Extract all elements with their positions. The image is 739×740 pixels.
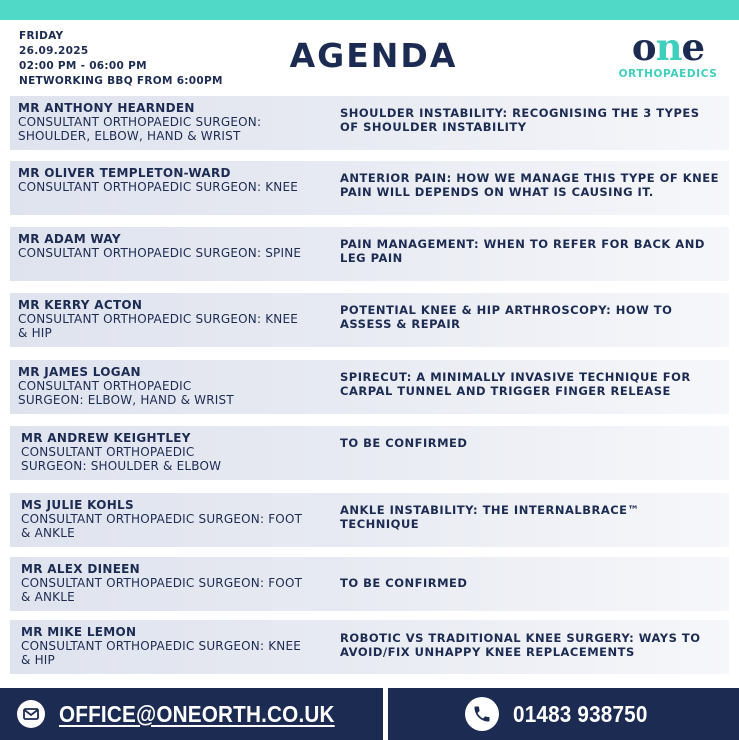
- speaker-name: MR MIKE LEMON: [21, 625, 137, 639]
- talk-title: TO BE CONFIRMED: [340, 436, 468, 450]
- speaker-role: CONSULTANT ORTHOPAEDIC SURGEON: KNEE: [18, 180, 299, 194]
- agenda-row: [10, 293, 729, 347]
- talk-title: POTENTIAL KNEE & HIP ARTHROSCOPY: HOW TO ASSESS & REPAIR: [340, 303, 673, 331]
- talk-title: ANTERIOR PAIN: HOW WE MANAGE THIS TYPE OF KNEE PAIN WILL DEPENDS ON WHAT IS CAUSING IT.: [340, 171, 719, 199]
- speaker: [21, 562, 307, 604]
- agenda-row: [10, 360, 729, 414]
- logo-letter-n: n: [655, 25, 682, 69]
- speaker-name: MR KERRY ACTON: [18, 298, 143, 312]
- agenda-row: [10, 161, 729, 215]
- speaker: [21, 625, 307, 667]
- speaker-name: MR OLIVER TEMPLETON-WARD: [18, 166, 231, 180]
- email-link[interactable]: OFFICE@ONEORTH.CO.UK: [59, 700, 335, 727]
- event-networking: NETWORKING BBQ FROM 6:00PM: [19, 75, 223, 87]
- one-orthopaedics-logo: [612, 25, 724, 80]
- speaker: [21, 431, 261, 473]
- speaker: [18, 298, 304, 340]
- speaker-role: CONSULTANT ORTHOPAEDIC SURGEON: SHOULDER & ELBOW: [21, 445, 222, 473]
- contact-footer: [0, 688, 739, 740]
- agenda-row: [10, 426, 729, 480]
- email-icon: [17, 700, 45, 728]
- speaker-name: MR ANTHONY HEARNDEN: [18, 101, 195, 115]
- event-date: 26.09.2025: [19, 45, 89, 57]
- speaker-name: MR ALEX DINEEN: [21, 562, 141, 576]
- talk-title: SPIRECUT: A MINIMALLY INVASIVE TECHNIQUE FOR CARPAL TUNNEL AND TRIGGER FINGER RELEASE: [340, 370, 691, 398]
- logo-letter-e: e: [681, 25, 705, 69]
- event-time: 02:00 PM - 06:00 PM: [19, 60, 147, 72]
- speaker-role: CONSULTANT ORTHOPAEDIC SURGEON: SHOULDER, ELBOW, HAND & WRIST: [18, 115, 262, 143]
- speaker-role: CONSULTANT ORTHOPAEDIC SURGEON: ELBOW, HAND & WRIST: [18, 379, 234, 407]
- speaker-role: CONSULTANT ORTHOPAEDIC SURGEON: KNEE & HIP: [18, 312, 299, 340]
- agenda-row: [10, 620, 729, 674]
- speaker: [18, 232, 304, 260]
- speaker-role: CONSULTANT ORTHOPAEDIC SURGEON: SPINE: [18, 246, 302, 260]
- speaker-name: MR ADAM WAY: [18, 232, 121, 246]
- event-day: FRIDAY: [19, 30, 64, 42]
- talk-title: ROBOTIC VS TRADITIONAL KNEE SURGERY: WAYS TO AVOID/FIX UNHAPPY KNEE REPLACEMENTS: [340, 631, 701, 659]
- agenda-row: [10, 557, 729, 611]
- talk-title: SHOULDER INSTABILITY: RECOGNISING THE 3 TYPES OF SHOULDER INSTABILITY: [340, 106, 700, 134]
- speaker: [18, 101, 318, 143]
- logo-wordmark: [612, 25, 724, 69]
- speaker: [18, 365, 258, 407]
- agenda-row: [10, 96, 729, 150]
- logo-letter-o: o: [631, 25, 656, 69]
- speaker-role: CONSULTANT ORTHOPAEDIC SURGEON: FOOT & ANKLE: [21, 576, 303, 604]
- talk-title: PAIN MANAGEMENT: WHEN TO REFER FOR BACK AND LEG PAIN: [340, 237, 705, 265]
- speaker: [18, 166, 304, 194]
- speaker-role: CONSULTANT ORTHOPAEDIC SURGEON: KNEE & HIP: [21, 639, 302, 667]
- talk-title: ANKLE INSTABILITY: THE INTERNALBRACE™ TECHNIQUE: [340, 503, 640, 531]
- speaker-name: MR ANDREW KEIGHTLEY: [21, 431, 191, 445]
- speaker-name: MR JAMES LOGAN: [18, 365, 141, 379]
- agenda-row: [10, 227, 729, 281]
- phone-number[interactable]: 01483 938750: [512, 700, 648, 727]
- phone-contact[interactable]: [388, 688, 739, 740]
- speaker-name: MS JULIE KOHLS: [21, 498, 134, 512]
- speaker-role: CONSULTANT ORTHOPAEDIC SURGEON: FOOT & ANKLE: [21, 512, 303, 540]
- agenda-row: [10, 493, 729, 547]
- logo-subtitle: ORTHOPAEDICS: [618, 68, 718, 80]
- speaker: [21, 498, 307, 540]
- email-contact[interactable]: [0, 688, 383, 740]
- page-title: AGENDA: [289, 36, 458, 75]
- talk-title: TO BE CONFIRMED: [340, 576, 468, 590]
- top-accent-bar: [0, 0, 739, 20]
- phone-icon: [465, 697, 499, 731]
